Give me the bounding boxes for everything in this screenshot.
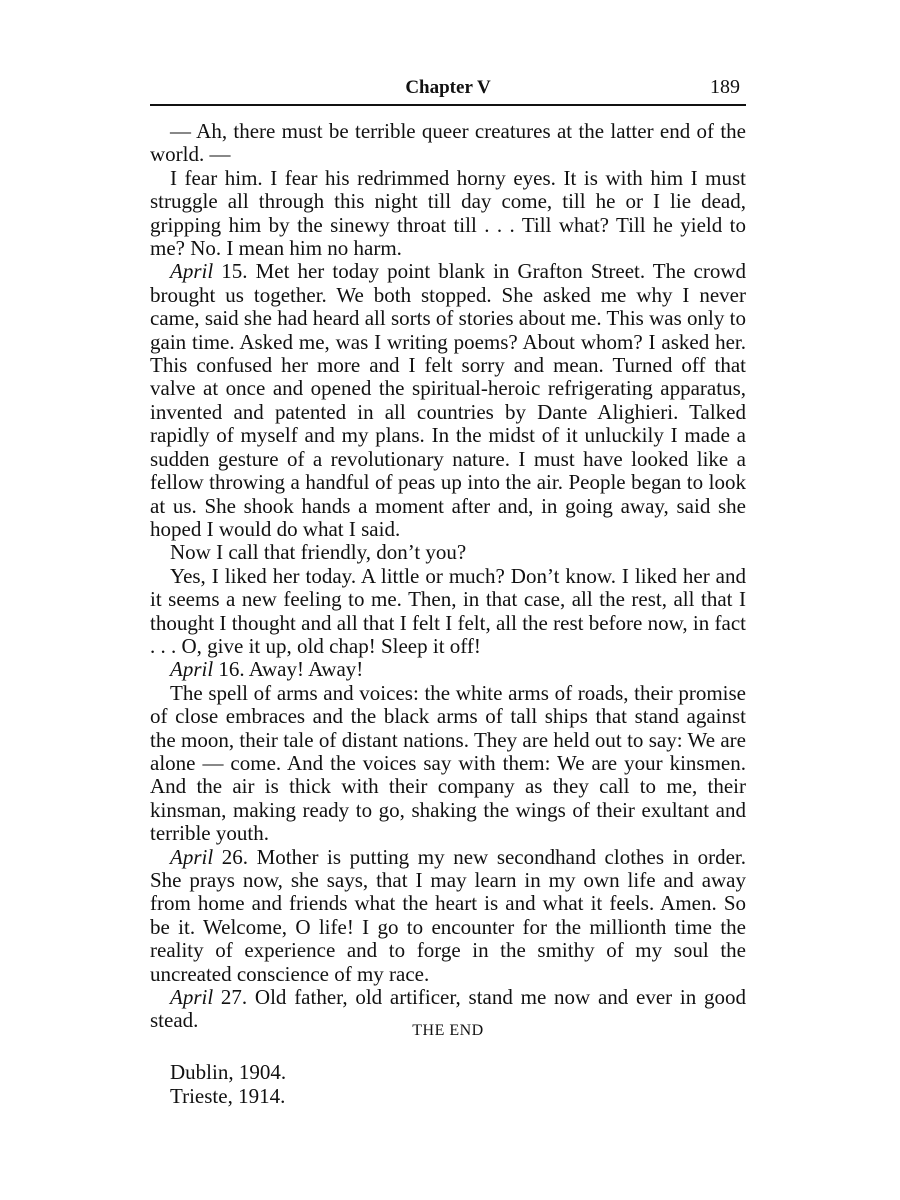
sign-off-line: Dublin, 1904. (170, 1060, 287, 1084)
running-head (150, 76, 746, 106)
page-number: 189 (710, 76, 740, 98)
sign-off-line: Trieste, 1914. (170, 1083, 286, 1108)
paragraph (150, 565, 746, 659)
entry-month: April (170, 844, 214, 869)
the-end-heading: THE END (412, 1022, 484, 1039)
paragraph (150, 541, 746, 564)
body-text (150, 120, 746, 1033)
paragraph-text: 16. Away! Away! (213, 657, 364, 682)
diary-entry (150, 658, 746, 681)
entry-month: April (170, 985, 214, 1010)
sign-off (170, 1061, 286, 1108)
paragraph-text: I fear him. I fear his redrimmed horny eyes. It is with him I must struggle all through this night till day come, till he or I lie dead, gripping him by the sinewy throat till . . . Till what? Till he yield to me? No. I mean him no harm. (150, 165, 746, 261)
chapter-title: Chapter V (405, 77, 491, 98)
paragraph-text: The spell of arms and voices: the white arms of roads, their promise of close embraces and the black arms of tall ships that stand against the moon, their tale of distant nations. They are held out to say: We are alone — come. And the voices say with them: We are your kinsmen. And the air is thick with their company as they call to me, their kinsman, making ready to go, shaking the wings of their exultant and terrible youth. (150, 680, 746, 846)
entry-month: April (170, 657, 214, 682)
paragraph-text: Now I call that friendly, don’t you? (170, 540, 467, 565)
paragraph-text: 15. Met her today point blank in Grafton Street. The crowd brought us together. We both stopped. She asked me why I never came, said she had heard all sorts of stories about me. This was only to gain time. Asked me, was I writing poems? About whom? I asked her. This confused her more and I felt sorry and mean. Turned off that valve at once and opened the spiritual-heroic refrigerating apparatus, invented and patented in all countries by Dante Alighieri. Talked rapidly of myself and my plans. In the midst of it unluckily I made a sudden gesture of a revolutionary nature. I must have looked like a fellow throwing a handful of peas up into the air. People began to look at us. She shook hands a moment after and, in going away, said she hoped I would do what I said. (150, 259, 746, 541)
diary-entry (150, 260, 746, 541)
entry-month: April (170, 259, 214, 284)
paragraph-text: — Ah, there must be terrible queer creatures at the latter end of the world. — (150, 119, 746, 167)
paragraph-text: 26. Mother is putting my new secondhand clothes in order. She prays now, she says, that I may learn in my own life and away from home and friends what the heart is and what it feels. Amen. So be it. Welcome, O life! I go to encounter for the millionth time the reality of experience and to forge in the smithy of my soul the uncreated conscience of my race. (150, 844, 746, 986)
paragraph-text: Yes, I liked her today. A little or much? Don’t know. I liked her and it seems a new feeling to me. Then, in that case, all the rest, all that I thought I thought and all that I felt I felt, all the rest before now, in fact . . . O, give it up, old chap! Sleep it off! (150, 563, 746, 658)
diary-entry (150, 846, 746, 986)
paragraph-text: 27. Old father, old artificer, stand me now and ever in good stead. (150, 985, 746, 1033)
paragraph (150, 682, 746, 846)
paragraph (150, 120, 746, 167)
paragraph (150, 167, 746, 261)
